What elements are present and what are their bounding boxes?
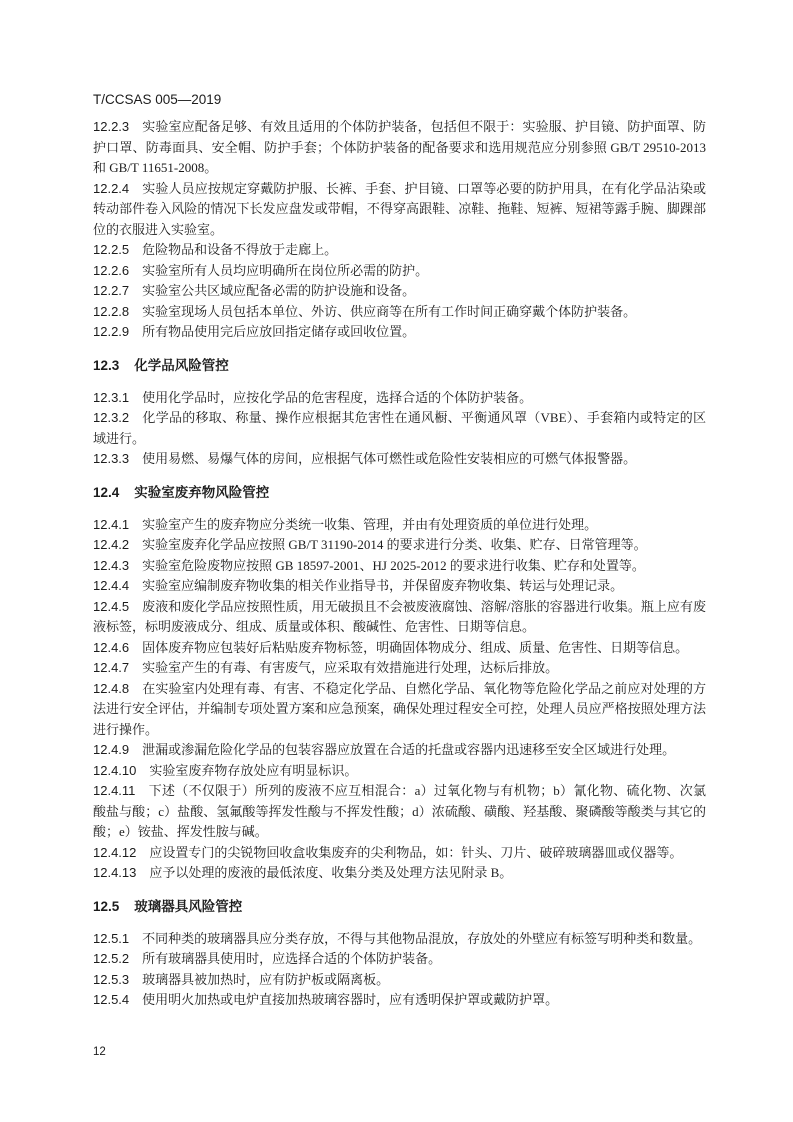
clause-12.4.6 xyxy=(93,638,706,659)
clause-text: 应予以处理的废液的最低浓度、收集分类及处理方法见附录 B。 xyxy=(149,865,513,880)
clause-number: 12.4.3 xyxy=(93,557,130,573)
clause-number: 12.2.8 xyxy=(93,303,130,319)
clause-number: 12.4.12 xyxy=(93,844,137,860)
clause-text: 不同种类的玻璃器具应分类存放，不得与其他物品混放，存放处的外壁应有标签写明种类和数量。 xyxy=(142,930,702,946)
clause-number: 12.4.11 xyxy=(93,783,136,798)
clause-text: 实验人员应按规定穿戴防护服、长裤、手套、护目镜、口罩等必要的防护用具，在有化学品沾染或转动部件卷入风险的情况下长发应盘发或带帽，不得穿高跟鞋、凉鞋、拖鞋、短裤、短裙等露手腕、脚踝部位的衣服进入实验室。 xyxy=(93,180,706,237)
section-number: 12.5 xyxy=(93,898,120,914)
clause-text: 实验室产生的废弃物应分类统一收集、管理，并由有处理资质的单位进行处理。 xyxy=(142,516,598,532)
clause-12.2.4 xyxy=(93,179,706,241)
clause-text: 实验室公共区域应配备必需的防护设施和设备。 xyxy=(142,283,416,298)
clause-number: 12.2.7 xyxy=(93,283,130,298)
clause-12.4.11 xyxy=(93,781,706,843)
clause-number: 12.2.6 xyxy=(93,262,130,278)
clause-number: 12.4.4 xyxy=(93,578,130,593)
clause-text: 危险物品和设备不得放于走廊上。 xyxy=(142,242,338,257)
clause-number: 12.5.3 xyxy=(93,971,130,987)
clause-12.4.9 xyxy=(93,740,706,761)
clause-12.3.2 xyxy=(93,408,706,449)
standard-code-header: T/CCSAS 005—2019 xyxy=(93,92,222,107)
clause-12.5.1 xyxy=(93,929,706,950)
clause-number: 12.3.2 xyxy=(93,410,130,425)
clause-text: 固体废弃物应包装好后粘贴废弃物标签，明确固体物成分、组成、质量、危害性、日期等信息。 xyxy=(142,639,689,655)
clause-text: 使用化学品时，应按化学品的危害程度，选择合适的个体防护装备。 xyxy=(142,389,533,405)
clause-12.2.6 xyxy=(93,261,706,282)
clause-12.4.5 xyxy=(93,597,706,638)
clause-number: 12.2.9 xyxy=(93,324,130,339)
clause-number: 12.2.5 xyxy=(93,242,130,257)
clause-number: 12.4.8 xyxy=(93,680,130,696)
clause-text: 实验室应编制废弃物收集的相关作业指导书，并保留废弃物收集、转运与处理记录。 xyxy=(142,578,624,593)
section-number: 12.3 xyxy=(93,357,120,373)
clause-12.4.1 xyxy=(93,515,706,536)
clause-number: 12.5.1 xyxy=(93,930,130,946)
clause-12.5.3 xyxy=(93,970,706,991)
clause-text: 废液和废化学品应按照性质，用无破损且不会被废液腐蚀、溶解/溶胀的容器进行收集。瓶上应有废液标签，标明废液成分、组成、质量或体积、酸碱性、危害性、日期等信息。 xyxy=(93,598,706,634)
clause-12.2.5 xyxy=(93,240,706,261)
clause-text: 在实验室内处理有毒、有害、不稳定化学品、自燃化学品、氧化物等危险化学品之前应对处理的方法进行安全评估，并编制专项处置方案和应急预案，确保处理过程安全可控，处理人员应严格按照处理方法进行操作。 xyxy=(93,680,706,737)
clause-text: 下述（不仅限于）所列的废液不应互相混合：a）过氧化物与有机物；b）氰化物、硫化物、次氯酸盐与酸；c）盐酸、氢氟酸等挥发性酸与不挥发性酸；d）浓硫酸、磺酸、羟基酸、聚磷酸等酸类与其它的酸；e）铵盐、挥发性胺与碱。 xyxy=(93,783,706,839)
clause-text: 所有玻璃器具使用时，应选择合适的个体防护装备。 xyxy=(142,951,442,966)
clause-12.4.13 xyxy=(93,863,706,884)
clause-12.2.8 xyxy=(93,302,706,323)
clause-text: 实验室产生的有毒、有害废气，应采取有效措施进行处理，达标后排放。 xyxy=(142,660,559,675)
section-number: 12.4 xyxy=(93,484,120,500)
section-heading-12.3 xyxy=(93,355,706,376)
clause-text: 化学品的移取、称量、操作应根据其危害性在通风橱、平衡通风罩（VBE）、手套箱内或特定的区域进行。 xyxy=(93,410,706,446)
clause-number: 12.4.13 xyxy=(93,865,137,880)
document-content xyxy=(93,90,706,1011)
clause-12.4.4 xyxy=(93,576,706,597)
clause-number: 12.4.10 xyxy=(93,762,137,778)
clause-number: 12.4.9 xyxy=(93,742,130,757)
clause-text: 实验室应配备足够、有效且适用的个体防护装备，包括但不限于：实验服、护目镜、防护面罩、防护口罩、防毒面具、安全帽、防护手套；个体防护装备的配备要求和选用规范应分别参照 GB/T 29510-2013 和 GB/T 11651-2008。 xyxy=(93,119,706,175)
clause-number: 12.3.3 xyxy=(93,451,130,466)
section-heading-12.5 xyxy=(93,896,706,917)
clause-number: 12.2.4 xyxy=(93,180,130,196)
section-title: 实验室废弃物风险管控 xyxy=(134,484,270,500)
section-title: 玻璃器具风险管控 xyxy=(134,898,243,914)
clause-number: 12.4.5 xyxy=(93,598,130,614)
clause-text: 实验室所有人员均应明确所在岗位所必需的防护。 xyxy=(142,262,429,278)
clause-number: 12.4.2 xyxy=(93,537,130,552)
clause-number: 12.4.1 xyxy=(93,516,130,532)
clause-12.4.3 xyxy=(93,556,706,577)
clause-text: 使用易燃、易爆气体的房间，应根据气体可燃性或危险性安装相应的可燃气体报警器。 xyxy=(142,451,637,466)
clause-12.2.7 xyxy=(93,281,706,302)
clause-text: 实验室现场人员包括本单位、外访、供应商等在所有工作时间正确穿戴个体防护装备。 xyxy=(142,303,637,319)
section-heading-12.4 xyxy=(93,482,706,503)
clause-12.2.9 xyxy=(93,322,706,343)
clause-12.4.10 xyxy=(93,761,706,782)
clause-text: 实验室废弃化学品应按照 GB/T 31190-2014 的要求进行分类、收集、贮存、日常管理等。 xyxy=(142,537,647,552)
clause-12.5.2 xyxy=(93,949,706,970)
clause-text: 泄漏或渗漏危险化学品的包装容器应放置在合适的托盘或容器内迅速移至安全区域进行处理。 xyxy=(142,742,676,757)
section-title: 化学品风险管控 xyxy=(134,357,229,373)
clause-12.4.2 xyxy=(93,535,706,556)
clause-12.3.1 xyxy=(93,388,706,409)
clause-12.2.3 xyxy=(93,117,706,179)
clause-12.5.4 xyxy=(93,990,706,1011)
clause-text: 使用明火加热或电炉直接加热玻璃容器时，应有透明保护罩或戴防护罩。 xyxy=(142,992,559,1007)
clause-number: 12.5.4 xyxy=(93,992,130,1007)
clause-text: 实验室危险废物应按照 GB 18597-2001、HJ 2025-2012 的要求进行收集、贮存和处置等。 xyxy=(142,557,645,573)
clause-number: 12.2.3 xyxy=(93,119,130,134)
clause-number: 12.4.7 xyxy=(93,660,130,675)
clause-text: 实验室废弃物存放处应有明显标识。 xyxy=(149,762,358,778)
sections-container xyxy=(93,117,706,1011)
clause-number: 12.4.6 xyxy=(93,639,130,655)
clause-12.4.8 xyxy=(93,679,706,741)
clause-text: 应设置专门的尖锐物回收盒收集废弃的尖利物品，如：针头、刀片、破碎玻璃器皿或仪器等。 xyxy=(149,844,683,860)
clause-12.4.12 xyxy=(93,843,706,864)
clause-number: 12.5.2 xyxy=(93,951,130,966)
clause-12.4.7 xyxy=(93,658,706,679)
page-number: 12 xyxy=(93,1046,106,1058)
clause-number: 12.3.1 xyxy=(93,389,130,405)
clause-12.3.3 xyxy=(93,449,706,470)
clause-text: 所有物品使用完后应放回指定储存或回收位置。 xyxy=(142,324,416,339)
clause-text: 玻璃器具被加热时，应有防护板或隔离板。 xyxy=(142,971,390,987)
